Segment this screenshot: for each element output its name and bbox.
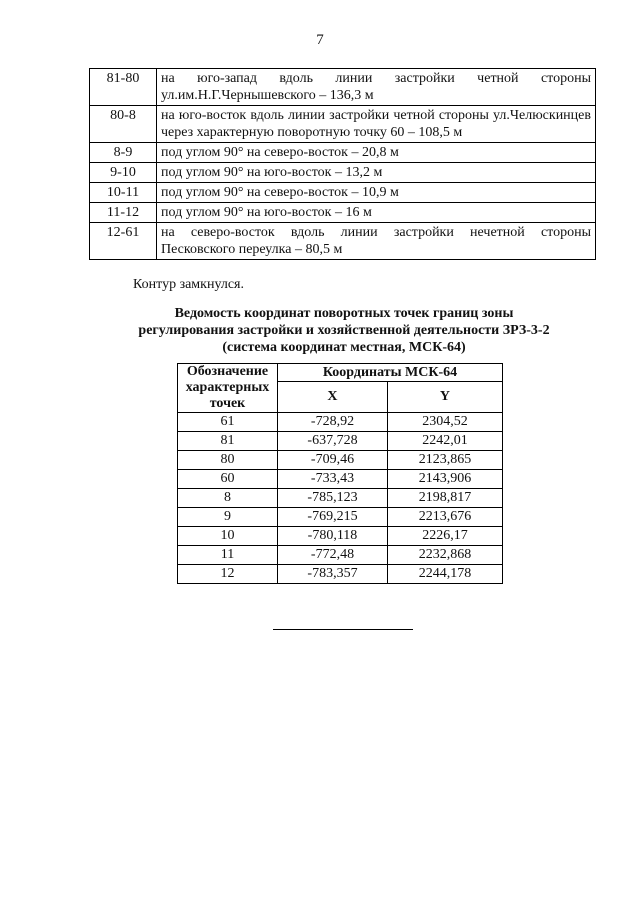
coordinate-row (178, 470, 503, 489)
segment-id: 9-10 (90, 163, 157, 183)
x-value: -637,728 (278, 432, 388, 451)
page-number: 7 (316, 32, 324, 48)
segment-description: на юго-запад вдоль линии застройки четной стороны ул.им.Н.Г.Чернышевского – 136,3 м (157, 69, 596, 106)
y-value: 2198,817 (387, 489, 502, 508)
x-value: -780,118 (278, 527, 388, 546)
segment-id: 80-8 (90, 106, 157, 143)
point-id: 11 (178, 546, 278, 565)
segment-row (90, 223, 596, 260)
segment-description: под углом 90° на юго-восток – 13,2 м (157, 163, 596, 183)
segment-id: 81-80 (90, 69, 157, 106)
segment-description: на юго-восток вдоль линии застройки четной стороны ул.Челюскинцев через характерную поворотную точку 60 – 108,5 м (157, 106, 596, 143)
coordinates-heading (88, 305, 600, 356)
segment-description: на северо-восток вдоль линии застройки нечетной стороны Песковского переулка – 80,5 м (157, 223, 596, 260)
coordinate-row (178, 489, 503, 508)
coordinate-row (178, 432, 503, 451)
segment-id: 12-61 (90, 223, 157, 260)
segment-row (90, 143, 596, 163)
point-id: 12 (178, 565, 278, 584)
point-id: 80 (178, 451, 278, 470)
coordinates-table (177, 363, 503, 584)
y-value: 2123,865 (387, 451, 502, 470)
point-id: 60 (178, 470, 278, 489)
y-value: 2226,17 (387, 527, 502, 546)
designation-header: Обозначение характерных точек (178, 364, 278, 413)
segment-id: 8-9 (90, 143, 157, 163)
y-value: 2143,906 (387, 470, 502, 489)
segment-row (90, 183, 596, 203)
segment-row (90, 106, 596, 143)
point-id: 8 (178, 489, 278, 508)
point-id: 10 (178, 527, 278, 546)
x-value: -769,215 (278, 508, 388, 527)
coordinate-row (178, 527, 503, 546)
segment-id: 11-12 (90, 203, 157, 223)
coordinates-header: Координаты МСК-64 (278, 364, 503, 382)
segment-row (90, 69, 596, 106)
y-header: Y (387, 382, 502, 413)
point-id: 61 (178, 413, 278, 432)
x-value: -785,123 (278, 489, 388, 508)
x-value: -709,46 (278, 451, 388, 470)
y-value: 2304,52 (387, 413, 502, 432)
point-id: 9 (178, 508, 278, 527)
y-value: 2232,868 (387, 546, 502, 565)
x-value: -733,43 (278, 470, 388, 489)
y-value: 2242,01 (387, 432, 502, 451)
contour-note: Контур замкнулся. (133, 277, 244, 292)
segment-row (90, 203, 596, 223)
x-value: -728,92 (278, 413, 388, 432)
heading-line-1: Ведомость координат поворотных точек границ зоны (174, 306, 514, 321)
segments-table (89, 68, 596, 260)
segment-description: под углом 90° на северо-восток – 10,9 м (157, 183, 596, 203)
coordinate-row (178, 413, 503, 432)
x-header: X (278, 382, 388, 413)
coordinate-row (178, 451, 503, 470)
coordinate-row (178, 508, 503, 527)
segment-description: под углом 90° на юго-восток – 16 м (157, 203, 596, 223)
signature-line (273, 629, 413, 630)
heading-line-2: регулирования застройки и хозяйственной деятельности ЗРЗ-3-2 (138, 323, 550, 338)
heading-line-3: (система координат местная, МСК-64) (222, 340, 466, 355)
coordinate-row (178, 565, 503, 584)
y-value: 2213,676 (387, 508, 502, 527)
point-id: 81 (178, 432, 278, 451)
coordinate-row (178, 546, 503, 565)
segment-description: под углом 90° на северо-восток – 20,8 м (157, 143, 596, 163)
x-value: -772,48 (278, 546, 388, 565)
x-value: -783,357 (278, 565, 388, 584)
segment-row (90, 163, 596, 183)
y-value: 2244,178 (387, 565, 502, 584)
segment-id: 10-11 (90, 183, 157, 203)
